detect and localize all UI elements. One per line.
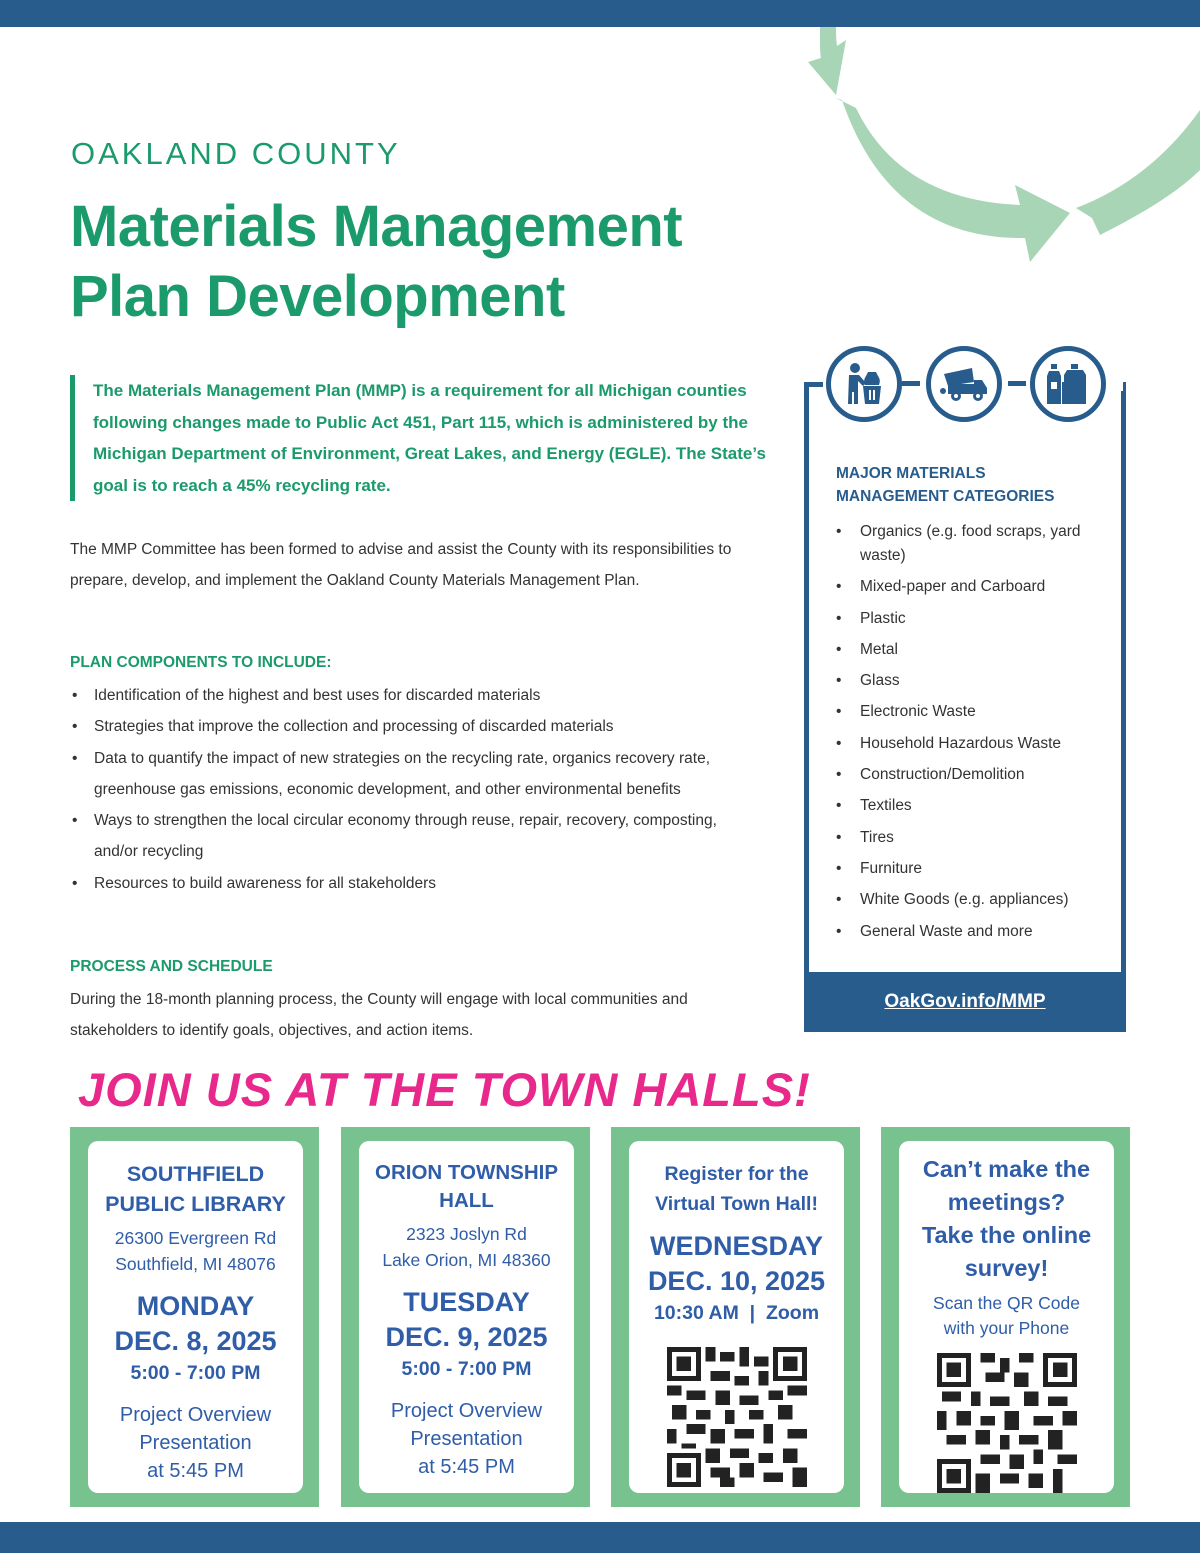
title-line-2: Plan Development <box>70 264 565 329</box>
list-item: • Mixed-paper and Carboard <box>836 575 1106 599</box>
recycle-arrows-icon <box>780 0 1200 290</box>
category-icon-row <box>826 346 1106 426</box>
presentation-note: Project Overview Presentation at 5:45 PM <box>119 1404 272 1482</box>
event-day: TUESDAY <box>403 1287 530 1317</box>
list-item: • General Waste and more <box>836 920 1106 944</box>
plan-components-heading: PLAN COMPONENTS TO INCLUDE: <box>70 654 332 671</box>
list-item: • Ways to strengthen the local circular economy through reuse, repair, recovery, composting, and/or recycling <box>70 805 760 868</box>
list-item: • Tires <box>836 826 1106 850</box>
venue-address: 2323 Joslyn Rd Lake Orion, MI 48360 <box>382 1224 551 1270</box>
list-item: • Household Hazardous Waste <box>836 732 1106 756</box>
town-hall-card-southfield <box>70 1127 319 1507</box>
event-day: WEDNESDAY <box>649 1231 824 1261</box>
town-hall-card-orion <box>341 1127 590 1507</box>
categories-list <box>836 520 1106 951</box>
list-item: • Furniture <box>836 857 1106 881</box>
person-disposing-trash-icon <box>826 346 902 422</box>
categories-box <box>804 382 1126 1032</box>
callout-text: The Materials Management Plan (MMP) is a requirement for all Michigan counties following changes made to Public Act 451, Part 115, which is administered by the Michigan Department of Environment, Great Lakes, and Energy (EGLE). The State’s goal is to reach a 45% recycling rate. <box>93 381 766 495</box>
scan-instructions: Scan the QR Code with your Phone <box>933 1293 1080 1338</box>
presentation-note: Project Overview Presentation at 5:45 PM <box>390 1400 543 1478</box>
list-item: • Data to quantify the impact of new strategies on the recycling rate, organics recovery rate, greenhouse gas emissions, economic development, and other environmental benefits <box>70 743 760 806</box>
plan-components-list <box>70 680 760 899</box>
list-item: • Resources to build awareness for all stakeholders <box>70 868 760 899</box>
process-paragraph: During the 18-month planning process, the County will engage with local communities and stakeholders to identify goals, objectives, and action items. <box>70 991 688 1039</box>
register-qr-code-icon[interactable] <box>667 1347 807 1487</box>
list-item: • Organics (e.g. food scraps, yard waste) <box>836 520 1106 568</box>
page-title <box>70 192 682 332</box>
categories-footer <box>804 972 1126 1032</box>
list-item: • Construction/Demolition <box>836 763 1106 787</box>
list-item: • Glass <box>836 669 1106 693</box>
bottom-banner-bar <box>0 1522 1200 1553</box>
town-halls-headline: JOIN US AT THE TOWN HALLS! <box>78 1063 811 1116</box>
survey-prompt: Can’t make the meetings? Take the online survey! <box>921 1156 1092 1281</box>
event-date: DEC. 10, 2025 <box>647 1266 826 1296</box>
list-item: • Identification of the highest and best uses for discarded materials <box>70 680 760 711</box>
categories-heading: MAJOR MATERIALS MANAGEMENT CATEGORIES <box>836 465 1055 505</box>
process-heading: PROCESS AND SCHEDULE <box>70 958 273 975</box>
list-item: • Metal <box>836 638 1106 662</box>
event-time: 10:30 AM | Zoom <box>653 1302 820 1324</box>
committee-paragraph: The MMP Committee has been formed to advise and assist the County with its responsibilities to prepare, develop, and implement the Oakland County Materials Management Plan. <box>70 541 732 589</box>
event-date: DEC. 8, 2025 <box>114 1326 277 1356</box>
bottles-containers-icon <box>1030 346 1106 422</box>
venue-name: ORION TOWNSHIP HALL <box>375 1161 558 1212</box>
venue-address: 26300 Evergreen Rd Southfield, MI 48076 <box>114 1228 277 1274</box>
event-date: DEC. 9, 2025 <box>385 1322 548 1352</box>
register-prompt: Register for the Virtual Town Hall! <box>655 1163 818 1215</box>
list-item: • White Goods (e.g. appliances) <box>836 888 1106 912</box>
list-item: • Plastic <box>836 607 1106 631</box>
county-eyebrow: OAKLAND COUNTY <box>71 136 401 171</box>
top-banner-bar <box>0 0 1200 27</box>
survey-qr-code-icon[interactable] <box>937 1353 1077 1493</box>
event-day: MONDAY <box>136 1291 255 1321</box>
event-time: 5:00 - 7:00 PM <box>401 1358 532 1380</box>
title-line-1: Materials Management <box>70 194 683 259</box>
intro-callout <box>70 375 770 501</box>
venue-name: SOUTHFIELD PUBLIC LIBRARY <box>105 1162 286 1216</box>
mmp-website-link[interactable]: OakGov.info/MMP <box>884 991 1046 1012</box>
online-survey-card <box>881 1127 1130 1507</box>
list-item: • Textiles <box>836 794 1106 818</box>
event-time: 5:00 - 7:00 PM <box>130 1362 261 1384</box>
dump-truck-icon <box>926 346 1002 422</box>
town-hall-card-virtual <box>611 1127 860 1507</box>
list-item: • Electronic Waste <box>836 700 1106 724</box>
list-item: • Strategies that improve the collection and processing of discarded materials <box>70 711 760 742</box>
